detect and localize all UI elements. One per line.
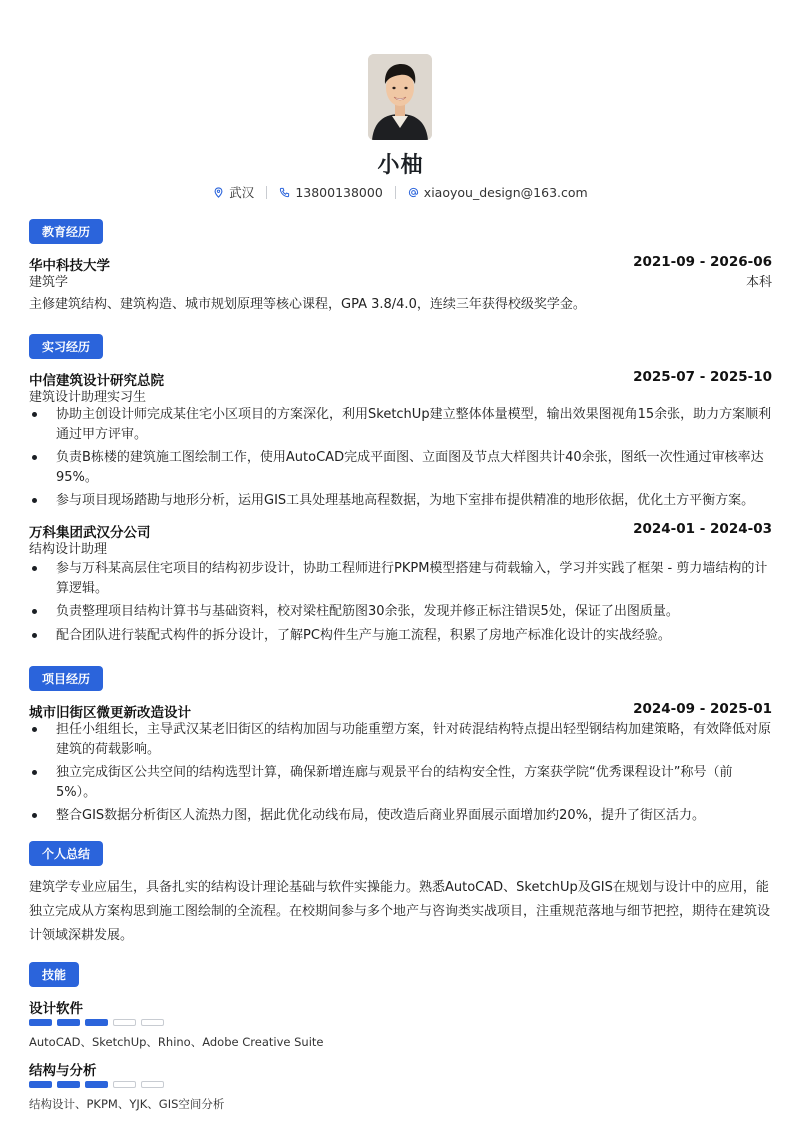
company-name: 中信建筑设计研究总院 xyxy=(29,373,164,389)
skill-bar-empty xyxy=(141,1019,164,1026)
contact-phone xyxy=(279,185,382,200)
skill-bar-filled xyxy=(85,1019,108,1026)
email-text: xiaoyou_design@163.com xyxy=(423,184,588,200)
skill-bar-filled xyxy=(57,1081,80,1088)
skill-bar-empty xyxy=(113,1081,136,1088)
internship-role-row xyxy=(29,386,772,405)
list-item: 配合团队进行装配式构件的拆分设计，了解PC构件生产与施工流程，积累了房地产标准化设计的实战经验。 xyxy=(29,626,772,646)
company-name: 万科集团武汉分公司 xyxy=(29,525,151,541)
school-name: 华中科技大学 xyxy=(29,258,110,274)
candidate-name: 小柚 xyxy=(377,153,424,178)
list-item: 参与万科某高层住宅项目的结构初步设计，协助工程师进行PKPM模型搭建与荷载输入，学习并实践了框架 - 剪力墙结构的计算逻辑。 xyxy=(29,559,772,598)
skill-items: 结构设计、PKPM、YJK、GIS空间分析 xyxy=(29,1097,225,1111)
phone-icon xyxy=(279,187,290,198)
skill-bar-empty xyxy=(141,1081,164,1088)
divider xyxy=(395,186,396,199)
internship-bullets xyxy=(29,405,772,515)
section-tag-summary: 个人总结 xyxy=(29,841,103,866)
list-item: 独立完成街区公共空间的结构选型计算，确保新增连廊与观景平台的结构安全性，方案获学院“优秀课程设计”称号（前5%）。 xyxy=(29,763,772,802)
list-item: 负责B栋楼的建筑施工图绘制工作，使用AutoCAD完成平面图、立面图及节点大样图共计40余张，图纸一次性通过审核率达95%。 xyxy=(29,448,772,487)
skill-level-bars xyxy=(29,1019,164,1026)
contact-location xyxy=(213,183,254,201)
section-tag-education: 教育经历 xyxy=(29,219,103,244)
role: 建筑设计助理实习生 xyxy=(29,390,147,405)
list-item: 整合GIS数据分析街区人流热力图，据此优化动线布局，使改造后商业界面展示面增加约20%，提升了街区活力。 xyxy=(29,806,772,826)
internship-date: 2024-01 - 2024-03 xyxy=(633,521,772,537)
skill-bar-empty xyxy=(113,1019,136,1026)
skill-bar-filled xyxy=(57,1019,80,1026)
phone-text: 13800138000 xyxy=(295,184,383,200)
section-tag-internship: 实习经历 xyxy=(29,334,103,359)
project-header xyxy=(29,701,772,721)
contact-bar xyxy=(29,183,772,201)
skill-bar-filled xyxy=(29,1019,52,1026)
project-bullets xyxy=(29,720,772,830)
at-sign-icon xyxy=(408,187,419,198)
profile-photo xyxy=(368,54,432,140)
internship-role-row xyxy=(29,538,772,557)
skill-bar-filled xyxy=(29,1081,52,1088)
internship-bullets xyxy=(29,559,772,649)
section-tag-skills: 技能 xyxy=(29,962,79,987)
list-item: 担任小组组长，主导武汉某老旧街区的结构加固与功能重塑方案，针对砖混结构特点提出轻型钢结构加建策略，有效降低对原建筑的荷载影响。 xyxy=(29,720,772,759)
skill-level-bars xyxy=(29,1081,164,1088)
skill-bar-filled xyxy=(85,1081,108,1088)
education-subheader xyxy=(29,271,772,290)
resume-page xyxy=(29,0,772,1130)
project-date: 2024-09 - 2025-01 xyxy=(633,701,772,717)
internship-date: 2025-07 - 2025-10 xyxy=(633,369,772,385)
list-item: 负责整理项目结构计算书与基础资料，校对梁柱配筋图30余张，发现并修正标注错误5处，保证了出图质量。 xyxy=(29,602,772,622)
role: 结构设计助理 xyxy=(29,542,108,557)
location-text: 武汉 xyxy=(229,185,255,200)
skill-title: 结构与分析 xyxy=(29,1063,97,1079)
degree: 本科 xyxy=(745,275,772,290)
skill-title: 设计软件 xyxy=(29,1001,83,1017)
summary-text: 建筑学专业应届生，具备扎实的结构设计理论基础与软件实操能力。熟悉AutoCAD、SketchUp及GIS在规划与设计中的应用，能独立完成从方案构思到施工图绘制的全流程。在校期间参与多个地产与咨询类实战项目，注重规范落地与细节把控，期待在建筑设计领域深耕发展。 xyxy=(29,880,771,943)
list-item: 参与项目现场踏勘与地形分析，运用GIS工具处理基地高程数据，为地下室排布提供精准的地形依据，优化土方平衡方案。 xyxy=(29,491,772,511)
section-tag-projects: 项目经历 xyxy=(29,666,103,691)
education-description: 主修建筑结构、建筑构造、城市规划原理等核心课程，GPA 3.8/4.0，连续三年获得校级奖学金。 xyxy=(29,297,586,312)
project-name: 城市旧街区微更新改造设计 xyxy=(29,705,191,721)
skill-items: AutoCAD、SketchUp、Rhino、Adobe Creative Suite xyxy=(29,1035,324,1049)
divider xyxy=(266,186,267,199)
list-item: 协助主创设计师完成某住宅小区项目的方案深化，利用SketchUp建立整体体量模型，输出效果图视角15余张，助力方案顺利通过甲方评审。 xyxy=(29,405,772,444)
location-pin-icon xyxy=(213,187,224,198)
major: 建筑学 xyxy=(29,275,69,290)
education-date: 2021-09 - 2026-06 xyxy=(633,254,772,270)
contact-email xyxy=(408,185,588,200)
